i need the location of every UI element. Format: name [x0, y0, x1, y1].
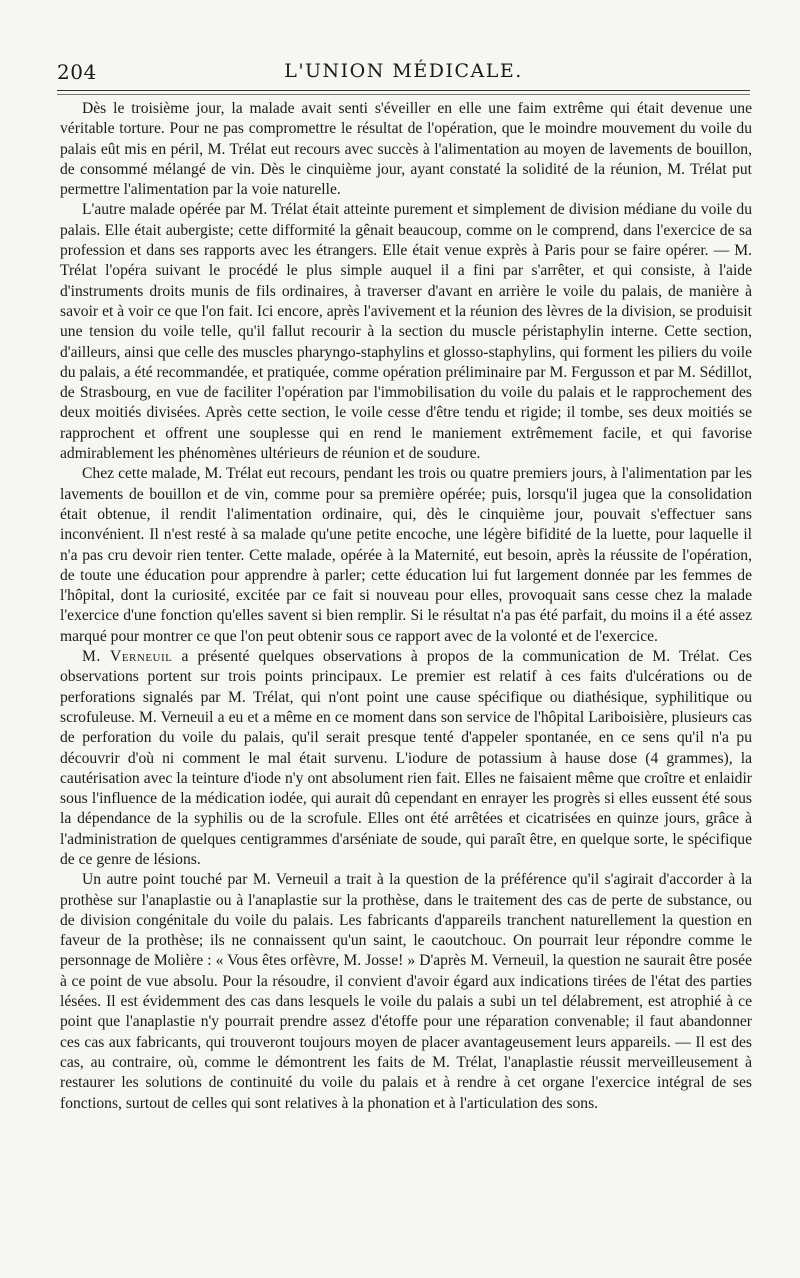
- paragraph: Un autre point touché par M. Verneuil a trait à la question de la préférence qu'il s'agirait d'accorder à la prothèse sur l'anaplastie ou à l'anaplastie sur la prothèse, dans le traitement des cas de perte de substance, ou de division congénitale du voile du palais. Les fabricants d'appareils tranchent naturellement la question en faveur de la prothèse; ils ne connaissent qu'un saint, le caoutchouc. On pourrait leur répondre comme le personnage de Molière : « Vous êtes orfèvre, M. Josse! » D'après M. Verneuil, la question ne saurait être posée à ce point de vue absolu. Pour la résoudre, il convient d'avoir égard aux indications tirées de l'état des parties lésées. Il est évidemment des cas dans lesquels le voile du palais a subi un tel délabrement, est atrophié à ce point que l'anaplastie n'y pourrait prendre assez d'étoffe pour une réparation convenable; il faut abandonner ces cas aux fabricants, qui trouveront toujours moyen de placer avantageusement leurs appareils. — Il est des cas, au contraire, où, comme le démontrent les faits de M. Trélat, l'anaplastie réussit merveilleusement à restaurer les solutions de continuité du voile du palais et à rendre à cet organe l'exercice intégral de ses fonctions, surtout de celles qui sont relatives à la phonation et à l'articulation des sons.: [60, 871, 752, 1112]
- article-body: [60, 99, 752, 1114]
- journal-title: L'UNION MÉDICALE.: [284, 60, 523, 82]
- header-rule-secondary: [57, 94, 750, 95]
- page-number: 204: [57, 60, 97, 84]
- paragraph: L'autre malade opérée par M. Trélat était atteinte purement et simplement de division médiane du voile du palais. Elle était aubergiste; cette difformité la gênait beaucoup, comme on le comprend, dans l'exercice de sa profession et dans ses rapports avec les étrangers. Elle était venue exprès à Paris pour se faire opérer. — M. Trélat l'opéra suivant le procédé le plus simple auquel il a fini par s'arrêter, et qui consiste, à l'aide d'instruments droits munis de fils ordinaires, à traverser d'avant en arrière le voile du palais, de manière à savoir et à voir ce que l'on fait. Ici encore, après l'avivement et la réunion des lèvres de la division, se produisit une tension du voile telle, qu'il fallut recourir à la section du muscle péristaphylin interne. Cette section, d'ailleurs, ainsi que celle des muscles pharyngo-staphylins et glosso-staphylins, qui forment les piliers du voile du palais, a été recommandée, et pratiquée, comme opération préliminaire par M. Fergusson et par M. Sédillot, de Strasbourg, en vue de faciliter l'opération par l'immobilisation du voile du palais et le rapprochement des deux moitiés divisées. Après cette section, le voile cesse d'être tendu et rigide; il tombe, ses deux moitiés se rapprochent et offrent une souplesse qui en rend le maniement extrêmement facile, et qui favorise admirablement les phénomènes ultérieurs de réunion et de soudure.: [60, 201, 752, 463]
- paragraph: M. Verneuil a présenté quelques observations à propos de la communication de M. Trélat. Ces observations portent sur trois points principaux. Le premier est relatif à ces faits d'ulcérations ou de perforations signalés par M. Trélat, qui n'ont point une cause spécifique ou diathésique, syphilitique ou scrofuleuse. M. Verneuil a eu et a même en ce moment dans son service de l'hôpital Lariboisière, plusieurs cas de perforation du voile du palais, qu'il serait presque tenté d'appeler spontanée, en ce sens qu'il n'a pu découvrir d'où ni comment le mal était survenu. L'iodure de potassium à hause dose (4 grammes), la cautérisation avec la teinture d'iode n'y ont absolument rien fait. Elles ne faisaient même que croître et enlaidir sous l'influence de la médication iodée, qui aurait dû cependant en enrayer les progrès si elles eussent été sous la dépendance de la syphilis ou de la scrofule. Elles ont été arrêtées et cicatrisées en quinze jours, grâce à l'administration de quelques centigrammes d'arséniate de soude, qui paraît être, en quelque sorte, le spécifique de ce genre de lésions.: [60, 648, 752, 868]
- speaker-name: M. Verneuil: [82, 648, 173, 666]
- page-header: [57, 60, 750, 86]
- header-rule: [57, 90, 750, 91]
- paragraph: Dès le troisième jour, la malade avait senti s'éveiller en elle une faim extrême qui était devenue une véritable torture. Pour ne pas compromettre le résultat de l'opération, que le moindre mouvement du voile du palais eût mis en péril, M. Trélat eut recours avec succès à l'alimentation au moyen de lavements de bouillon, de consommé mélangé de vin. Dès le cinquième jour, ayant constaté la solidité de la réunion, M. Trélat put permettre l'alimentation par la voie naturelle.: [60, 100, 752, 199]
- paragraph: Chez cette malade, M. Trélat eut recours, pendant les trois ou quatre premiers jours, à l'alimentation par les lavements de bouillon et de vin, comme pour sa première opérée; puis, lorsqu'il jugea que la consolidation était obtenue, il rendit l'alimentation ordinaire, qui, dès le cinquième jour, pouvait s'effectuer sans inconvénient. Il n'est resté à sa malade qu'une petite encoche, une légère bifidité de la luette, pour laquelle il n'a pas cru devoir rien tenter. Cette malade, opérée à la Maternité, eut besoin, après la réussite de l'opération, de toute une éducation pour apprendre à parler; cette éducation lui fut largement donnée par les femmes de l'hôpital, dont la curiosité, excitée par ce fait si nouveau pour elles, provoquait sans cesse chez la malade l'exercice d'une fonction qu'elles savent si bien remplir. Si le résultat n'a pas été parfait, du moins il a été assez marqué pour montrer ce que l'on peut obtenir sous ce rapport avec de la volonté et de l'exercice.: [60, 465, 752, 645]
